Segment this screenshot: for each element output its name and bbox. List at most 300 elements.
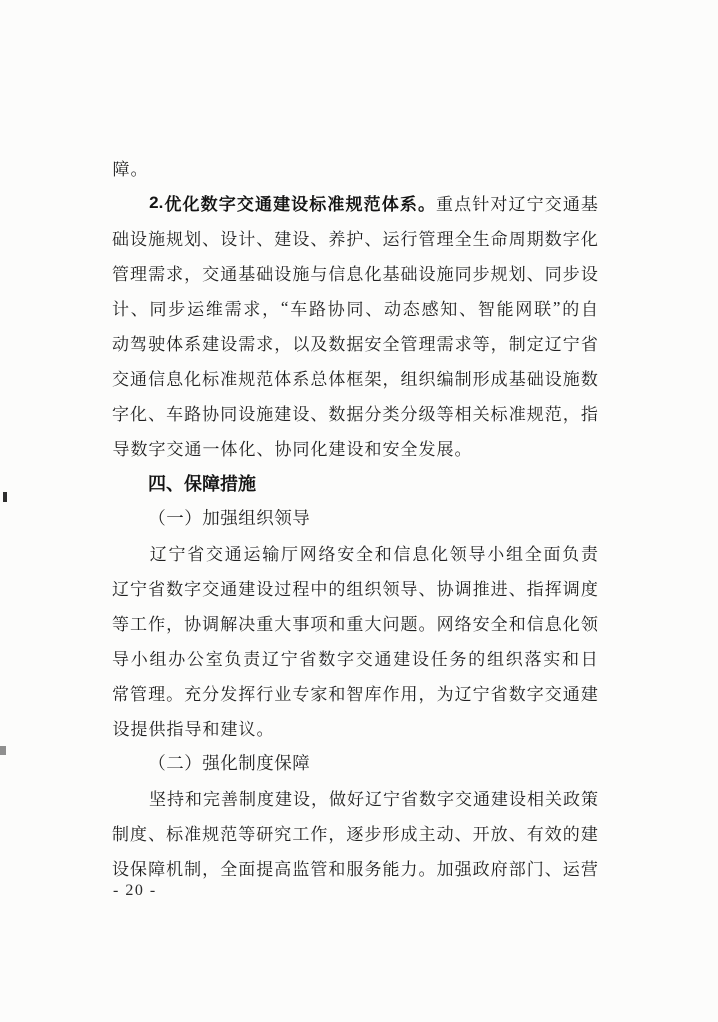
glyph: 设 (293, 790, 310, 809)
glyph: 协 (202, 405, 220, 424)
glyph: 数 (508, 685, 526, 704)
glyph: 施 (436, 265, 454, 284)
glyph: 础 (526, 370, 544, 389)
glyph: 字 (184, 580, 202, 599)
glyph: 保 (130, 860, 148, 879)
glyph: 框 (346, 370, 364, 389)
glyph: 责 (243, 650, 261, 669)
glyph: 基 (382, 265, 400, 284)
glyph: 部 (508, 860, 526, 879)
glyph: 智 (477, 300, 495, 319)
glyph: 周 (508, 230, 526, 249)
glyph: 相 (454, 405, 472, 424)
glyph: 针 (472, 195, 490, 214)
glyph: 责 (581, 545, 598, 564)
glyph: 范 (256, 370, 274, 389)
glyph: 挥 (544, 580, 562, 599)
text-line (112, 325, 598, 360)
glyph: 议 (238, 720, 256, 739)
glyph: 府 (490, 860, 508, 879)
glyph: 求 (166, 265, 184, 284)
text-line (112, 430, 598, 465)
glyph: 对 (490, 195, 508, 214)
glyph: 据 (346, 335, 364, 354)
glyph: 领 (274, 508, 292, 528)
glyph: 设 (274, 265, 292, 284)
glyph: 建 (393, 650, 411, 669)
glyph: 设 (544, 370, 562, 389)
glyph: 求 (454, 335, 472, 354)
glyph: 动 (112, 335, 129, 354)
glyph: 和 (328, 860, 346, 879)
glyph: 设 (220, 230, 238, 249)
glyph: 制 (184, 860, 202, 879)
glyph: 辽 (508, 195, 526, 214)
glyph: （ (148, 508, 166, 528)
glyph: 运 (187, 300, 205, 319)
glyph: 日 (580, 650, 598, 669)
glyph: 基 (508, 370, 526, 389)
glyph: 项 (310, 615, 328, 634)
glyph: 制 (112, 825, 129, 844)
glyph: 化 (310, 440, 328, 459)
glyph: 理 (148, 685, 166, 704)
glyph: 化 (184, 370, 202, 389)
glyph: “ (280, 297, 289, 317)
glyph: 决 (238, 615, 256, 634)
glyph: ， (274, 335, 292, 354)
glyph: 常 (112, 685, 129, 704)
glyph: 化 (364, 265, 382, 284)
glyph: 制 (454, 370, 472, 389)
glyph: 提 (130, 720, 148, 739)
glyph: 组 (400, 370, 418, 389)
glyph: 通 (220, 265, 238, 284)
glyph: 四 (148, 473, 166, 494)
glyph: 宁 (562, 335, 580, 354)
glyph: 交 (544, 685, 562, 704)
glyph: 建 (580, 825, 598, 844)
glyph: 度 (130, 825, 148, 844)
glyph: 好 (347, 790, 364, 809)
glyph: 化 (130, 405, 148, 424)
glyph: 及 (310, 335, 328, 354)
glyph: 据 (346, 405, 364, 424)
glyph: 室 (205, 650, 223, 669)
glyph: 。 (418, 615, 436, 634)
glyph: 展 (436, 440, 454, 459)
glyph: 同 (220, 405, 238, 424)
glyph: 2. (149, 192, 164, 212)
glyph: 的 (562, 825, 580, 844)
glyph: 组 (149, 650, 167, 669)
glyph: 建 (220, 720, 238, 739)
glyph: 以 (292, 335, 310, 354)
glyph: 施 (148, 230, 166, 249)
glyph: 全 (454, 230, 472, 249)
glyph: 数 (544, 230, 562, 249)
glyph: 强 (202, 753, 220, 773)
scan-artifact-mark (3, 492, 7, 502)
glyph: 实 (543, 650, 561, 669)
glyph: 络 (318, 545, 336, 564)
glyph: 行 (256, 685, 274, 704)
glyph: 。 (130, 160, 148, 179)
glyph: 调 (454, 580, 472, 599)
glyph: 、 (418, 580, 436, 599)
glyph: 辽 (262, 650, 279, 669)
glyph: 息 (412, 545, 430, 564)
glyph: 一 (202, 440, 220, 459)
glyph: 设 (130, 230, 148, 249)
glyph: 设 (112, 720, 130, 739)
glyph: 交 (236, 195, 254, 214)
glyph: 交 (455, 790, 472, 809)
glyph: 关 (545, 790, 562, 809)
glyph: 协 (327, 300, 345, 319)
glyph: 步 (562, 265, 580, 284)
glyph: 建 (273, 195, 291, 214)
glyph: 础 (112, 230, 129, 249)
glyph: 和 (328, 685, 346, 704)
glyph: 字 (112, 405, 129, 424)
glyph: 效 (544, 825, 562, 844)
glyph: 同 (346, 300, 364, 319)
glyph: 础 (400, 265, 418, 284)
glyph: 基 (238, 265, 256, 284)
glyph: 组 (238, 508, 256, 528)
glyph: 解 (220, 615, 238, 634)
glyph: 宁 (526, 195, 544, 214)
glyph: 管 (400, 335, 418, 354)
glyph: 交 (206, 545, 223, 564)
glyph: 提 (256, 860, 274, 879)
glyph: 重 (436, 195, 454, 214)
glyph: 全 (356, 545, 373, 564)
glyph: 营 (580, 860, 598, 879)
glyph: 开 (472, 825, 490, 844)
text-line (112, 780, 598, 815)
glyph: 感 (421, 300, 439, 319)
glyph: 度 (580, 580, 598, 599)
glyph: 导 (468, 545, 486, 564)
glyph: 步 (472, 265, 490, 284)
text-line (112, 185, 598, 220)
glyph: （ (148, 753, 166, 773)
text-line (112, 500, 598, 535)
glyph: 、 (459, 300, 477, 319)
glyph: 加 (202, 508, 220, 528)
glyph: 设 (580, 265, 598, 284)
glyph: 通 (224, 545, 242, 564)
glyph: 安 (472, 615, 490, 634)
glyph: 运 (243, 545, 261, 564)
glyph: 加 (436, 860, 454, 879)
glyph: 步 (364, 825, 382, 844)
glyph: 和 (508, 615, 526, 634)
glyph: 数 (328, 405, 346, 424)
glyph: 步 (168, 300, 186, 319)
glyph: 门 (526, 860, 544, 879)
glyph: 强 (220, 508, 238, 528)
glyph: 路 (308, 300, 326, 319)
glyph: 重 (256, 615, 274, 634)
glyph: 建 (202, 335, 220, 354)
glyph: 化 (182, 195, 200, 214)
glyph: 规 (238, 370, 256, 389)
glyph: 求 (243, 300, 261, 319)
glyph: 障 (148, 860, 166, 879)
glyph: 组 (346, 580, 364, 599)
glyph: 协 (436, 580, 454, 599)
glyph: 度 (256, 753, 274, 773)
glyph: 数 (419, 790, 436, 809)
glyph: 息 (346, 265, 364, 284)
glyph: 设 (412, 650, 429, 669)
glyph: 公 (187, 650, 204, 669)
glyph: 成 (400, 825, 418, 844)
glyph: 网 (515, 300, 533, 319)
text-line (112, 675, 598, 710)
glyph: 化 (431, 545, 448, 564)
glyph: 指 (166, 720, 184, 739)
glyph: 设 (509, 790, 526, 809)
text-line (112, 150, 598, 185)
glyph: 求 (256, 335, 274, 354)
glyph: 施 (562, 370, 580, 389)
glyph: 理 (436, 230, 454, 249)
glyph: 行 (400, 230, 418, 249)
glyph: 级 (418, 405, 436, 424)
glyph: 通 (562, 685, 580, 704)
glyph: 体 (166, 335, 184, 354)
glyph: 大 (364, 615, 382, 634)
glyph: 。 (454, 440, 472, 459)
glyph: 、 (256, 230, 274, 249)
glyph: 建 (275, 790, 292, 809)
glyph: 障 (292, 753, 310, 773)
glyph: 制 (239, 790, 256, 809)
glyph: 管 (418, 230, 436, 249)
glyph: 服 (346, 860, 364, 879)
glyph: 编 (436, 370, 454, 389)
glyph: 、 (130, 300, 148, 319)
glyph: ， (184, 265, 202, 284)
glyph: 通 (220, 580, 238, 599)
glyph: 宁 (280, 650, 298, 669)
glyph: 交 (202, 580, 220, 599)
glyph: 有 (526, 825, 544, 844)
glyph: 生 (472, 230, 490, 249)
glyph: 建 (580, 685, 598, 704)
glyph: 的 (328, 580, 346, 599)
glyph: 通 (254, 195, 272, 214)
glyph: 运 (382, 230, 400, 249)
glyph: 全 (220, 860, 238, 879)
glyph: 分 (400, 405, 418, 424)
glyph: 挥 (238, 685, 256, 704)
glyph: 和 (328, 615, 346, 634)
glyph: 制 (508, 335, 526, 354)
glyph: 类 (382, 405, 400, 424)
glyph: 做 (329, 790, 346, 809)
glyph: 护 (346, 230, 364, 249)
glyph: 、 (364, 230, 382, 249)
glyph: 交 (202, 265, 220, 284)
glyph: 安 (364, 335, 382, 354)
text-line (112, 535, 598, 570)
glyph: 同 (149, 300, 167, 319)
glyph: 施 (256, 405, 274, 424)
glyph: 运 (562, 860, 580, 879)
glyph: 辽 (454, 685, 472, 704)
glyph: 面 (238, 860, 256, 879)
glyph: 。 (417, 195, 435, 214)
glyph: 落 (524, 650, 542, 669)
glyph: 相 (527, 790, 544, 809)
glyph: 省 (187, 545, 205, 564)
glyph: 交 (166, 440, 184, 459)
text-line (112, 815, 598, 850)
glyph: 数 (318, 650, 336, 669)
glyph: 发 (220, 685, 238, 704)
glyph: 省 (490, 685, 508, 704)
glyph: 驾 (130, 335, 148, 354)
glyph: 设 (346, 440, 364, 459)
glyph: ， (562, 405, 580, 424)
glyph: 智 (346, 685, 364, 704)
glyph: 领 (580, 615, 598, 634)
glyph: 保 (274, 753, 292, 773)
glyph: 指 (526, 580, 544, 599)
glyph: 标 (490, 405, 508, 424)
glyph: 准 (184, 825, 202, 844)
glyph: 信 (328, 265, 346, 284)
glyph: 供 (148, 720, 166, 739)
glyph: 通 (184, 440, 202, 459)
text-line (112, 570, 598, 605)
glyph: 知 (440, 300, 458, 319)
text-line (112, 710, 598, 745)
glyph: 领 (449, 545, 467, 564)
glyph: 、 (544, 860, 562, 879)
glyph: 化 (238, 440, 256, 459)
glyph: 题 (400, 615, 418, 634)
glyph: 、 (508, 580, 526, 599)
glyph: 。 (256, 720, 274, 739)
glyph: 库 (364, 685, 382, 704)
glyph: 充 (184, 685, 202, 704)
glyph: 信 (526, 615, 544, 634)
text-line (112, 605, 598, 640)
glyph: 和 (185, 790, 202, 809)
glyph: 、 (526, 265, 544, 284)
glyph: 作 (310, 825, 328, 844)
glyph: 化 (580, 230, 598, 249)
glyph: 领 (382, 580, 400, 599)
glyph: 车 (166, 405, 184, 424)
glyph: 安 (337, 545, 355, 564)
glyph: 需 (224, 300, 242, 319)
glyph: 任 (430, 650, 448, 669)
glyph: 导 (112, 440, 130, 459)
glyph: 维 (205, 300, 223, 319)
glyph: 础 (256, 265, 274, 284)
glyph: 主 (418, 825, 436, 844)
glyph: 总 (310, 370, 328, 389)
glyph: 持 (167, 790, 184, 809)
glyph: 。 (418, 860, 436, 879)
glyph: 设 (238, 405, 256, 424)
glyph: 联 (534, 300, 552, 319)
glyph: 、 (256, 440, 274, 459)
glyph: 体 (220, 440, 238, 459)
glyph: 养 (328, 230, 346, 249)
glyph: 数 (200, 195, 218, 214)
glyph: 坚 (149, 790, 166, 809)
glyph: 、 (166, 473, 184, 494)
glyph: 化 (562, 615, 580, 634)
glyph: 分 (364, 405, 382, 424)
text-line (112, 360, 598, 395)
glyph: 、 (365, 300, 383, 319)
glyph: ） (184, 508, 202, 528)
text-line (112, 465, 598, 500)
glyph: 动 (384, 300, 402, 319)
glyph: 施 (238, 473, 256, 494)
glyph: 划 (508, 265, 526, 284)
text-line (112, 745, 598, 780)
glyph: 的 (468, 650, 486, 669)
glyph: 作 (382, 685, 400, 704)
glyph: 二 (166, 753, 184, 773)
glyph: 发 (418, 440, 436, 459)
glyph: 命 (490, 230, 508, 249)
glyph: 形 (382, 825, 400, 844)
glyph: 协 (184, 615, 202, 634)
glyph: 设 (418, 265, 436, 284)
glyph: 用 (400, 685, 418, 704)
glyph: 事 (292, 615, 310, 634)
glyph: 设 (220, 335, 238, 354)
glyph: 和 (364, 440, 382, 459)
glyph: 负 (224, 650, 242, 669)
glyph: 管 (112, 265, 129, 284)
glyph: 全 (400, 440, 418, 459)
text-line (112, 255, 598, 290)
glyph: 调 (202, 615, 220, 634)
glyph: 同 (454, 265, 472, 284)
glyph: 省 (148, 580, 166, 599)
glyph: 宁 (168, 545, 186, 564)
glyph: 体 (328, 370, 346, 389)
glyph: 织 (256, 508, 274, 528)
glyph: 小 (130, 650, 148, 669)
glyph: 架 (364, 370, 382, 389)
glyph: 理 (418, 335, 436, 354)
glyph: 成 (490, 370, 508, 389)
glyph: ， (382, 370, 400, 389)
text-line (112, 395, 598, 430)
glyph: 字 (218, 195, 236, 214)
glyph: 政 (472, 860, 490, 879)
glyph: 标 (309, 195, 327, 214)
glyph: 化 (220, 753, 238, 773)
glyph: 政 (563, 790, 580, 809)
glyph: 协 (274, 440, 292, 459)
glyph: 、 (310, 230, 328, 249)
glyph: 自 (581, 300, 598, 319)
